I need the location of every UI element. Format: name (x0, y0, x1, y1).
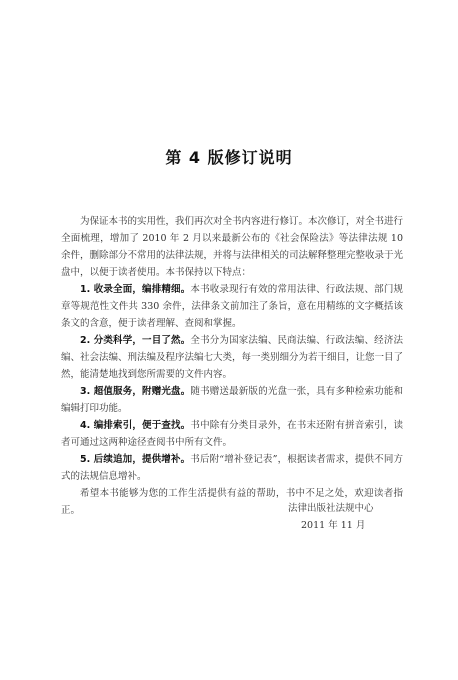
feature-item-heading: 3. 超值服务，附赠光盘。 (80, 386, 191, 397)
signature-date: 2011 年 11 月 (301, 520, 366, 531)
page-title: 第 4 版修订说明 (165, 148, 293, 167)
feature-item-3 (61, 383, 403, 417)
feature-item-1 (61, 281, 403, 332)
closing-paragraph: 希望本书能够为您的工作生活提供有益的帮助，书中不足之处，欢迎读者指正。 (61, 488, 403, 516)
feature-item-heading: 2. 分类科学，一目了然。 (80, 335, 191, 346)
feature-item-heading: 1. 收录全面，编排精细。 (80, 284, 191, 295)
feature-item-heading: 4. 编排索引，便于查找。 (80, 420, 191, 431)
signature-organization: 法律出版社法规中心 (288, 503, 374, 514)
feature-item-text: 书后附“增补登记表”，根据读者需求，提供不同方式的法规信息增补。 (61, 454, 403, 482)
feature-item-heading: 5. 后续追加，提供增补。 (80, 454, 191, 465)
intro-paragraph: 为保证本书的实用性，我们再次对全书内容进行修订。本次修订，对全书进行全面梳理，增加了 2010 年 2 月以来最新公布的《社会保险法》等法律法规 10 余件，删除部分不常用的法律法规，并将与法律相关的司法解释整理完整收录于光盘中，以便于读者使用。本书保持以下特点： (61, 216, 404, 278)
document-body (61, 213, 403, 519)
feature-item-2 (61, 332, 403, 383)
feature-item-5 (61, 451, 403, 485)
feature-item-text: 全书分为国家法编、民商法编、行政法编、经济法编、社会法编、刑法编及程序法编七大类，每一类别细分为若干细目，让您一目了然，能清楚地找到您所需要的文件内容。 (61, 335, 404, 380)
feature-item-text: 书中除有分类目录外，在书末还附有拼音索引，读者可通过这两种途径查阅书中所有文件。 (61, 420, 403, 448)
feature-item-text: 随书赠送最新版的光盘一张，具有多种检索功能和编辑打印功能。 (61, 386, 403, 414)
feature-item-4 (61, 417, 403, 451)
feature-item-text: 本书收录现行有效的常用法律、行政法规、部门规章等规范性文件共 330 余件，法律条文前加注了条旨，意在用精练的文字概括该条文的含意，便于读者理解、查阅和掌握。 (61, 284, 403, 329)
